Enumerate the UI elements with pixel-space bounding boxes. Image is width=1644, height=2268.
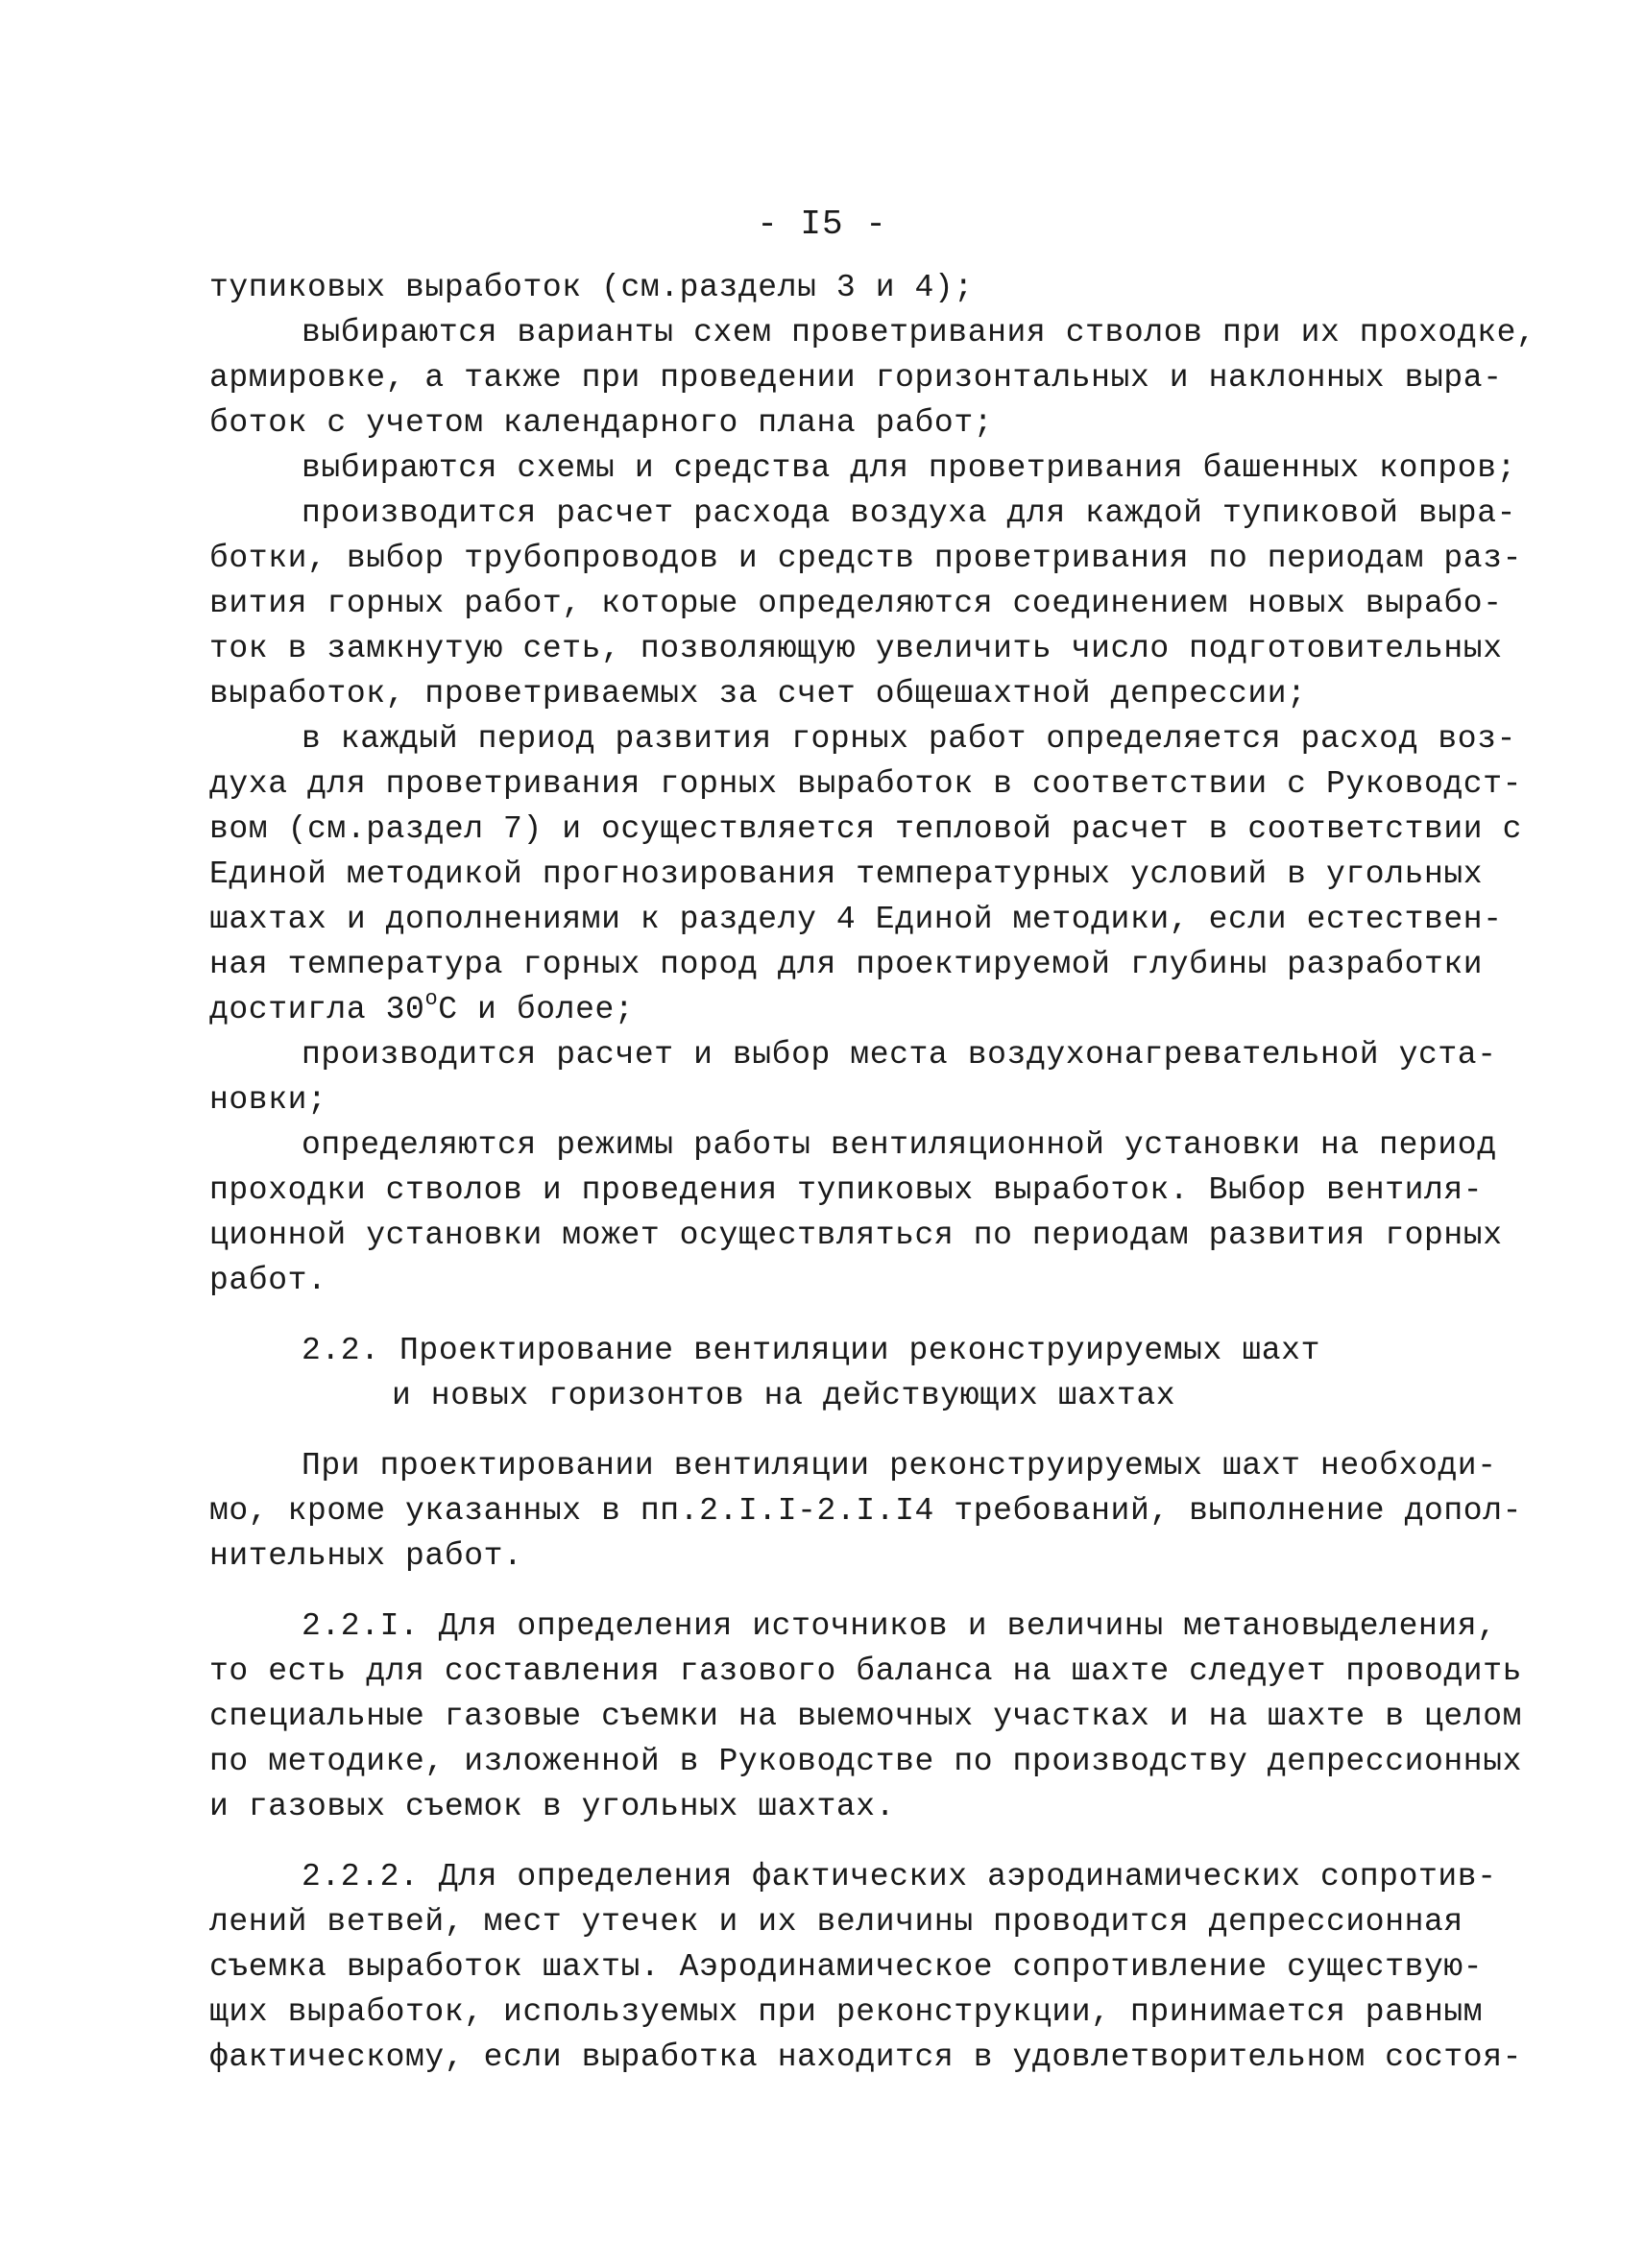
- paragraph: [209, 716, 1523, 1032]
- text-line: щих выработок, используемых при реконструкции, принимается равным: [209, 1994, 1484, 2030]
- page-number: - I5 -: [757, 205, 887, 244]
- text-line: по методике, изложенной в Руководстве по производству депрессионных: [209, 1744, 1523, 1779]
- paragraph: [209, 491, 1523, 716]
- spacer: [209, 1418, 1448, 1443]
- text-line-with-superscript: [209, 987, 1448, 1032]
- text-line: вития горных работ, которые определяются соединением новых вырабо-: [209, 586, 1503, 621]
- paragraph: [209, 1604, 1523, 1829]
- paragraph: [209, 1032, 1497, 1122]
- text-line: производится расчет и выбор места воздухонагревательной уста-: [302, 1037, 1497, 1073]
- text-line: 2.2.2. Для определения фактических аэродинамических сопротив-: [302, 1859, 1497, 1894]
- text-line: выбираются схемы и средства для проветривания башенных копров;: [302, 450, 1516, 486]
- text-line: нительных работ.: [209, 1538, 523, 1574]
- text-line: шахтах и дополнениями к разделу 4 Единой методики, если естествен-: [209, 902, 1503, 937]
- text-line: то есть для составления газового баланса на шахте следует проводить: [209, 1653, 1523, 1689]
- text-segment: достигла 30: [209, 992, 425, 1027]
- text-line: ток в замкнутую сеть, позволяющую увеличить число подготовительных: [209, 631, 1503, 666]
- section-heading: [209, 1328, 1448, 1418]
- text-line: вом (см.раздел 7) и осуществляется тепловой расчет в соответствии с: [209, 811, 1523, 847]
- spacer: [209, 1303, 1448, 1328]
- text-line: определяются режимы работы вентиляционной установки на период: [302, 1127, 1497, 1163]
- text-line: производится расчет расхода воздуха для каждой тупиковой выра-: [302, 495, 1516, 531]
- text-line: проходки стволов и проведения тупиковых выработок. Выбор вентиля-: [209, 1172, 1484, 1208]
- text-line: духа для проветривания горных выработок в соответствии с Руководст-: [209, 766, 1523, 802]
- spacer: [209, 1829, 1448, 1854]
- spacer: [209, 1579, 1448, 1604]
- text-line: фактическому, если выработка находится в удовлетворительном состоя-: [209, 2039, 1523, 2075]
- text-line: выработок, проветриваемых за счет общешахтной депрессии;: [209, 676, 1307, 712]
- text-line: выбираются варианты схем проветривания стволов при их проходке,: [302, 315, 1536, 350]
- body-text: [209, 265, 1536, 2080]
- paragraph: [209, 265, 1448, 310]
- text-line: ботки, выбор трубопроводов и средств проветривания по периодам раз-: [209, 541, 1523, 576]
- heading-line: и новых горизонтов на действующих шахтах: [392, 1378, 1176, 1413]
- heading-line: 2.2. Проектирование вентиляции реконструируемых шахт: [302, 1333, 1320, 1368]
- text-line: в каждый период развития горных работ определяется расход воз-: [302, 721, 1516, 757]
- text-line: новки;: [209, 1082, 327, 1118]
- text-line: При проектировании вентиляции реконструируемых шахт необходи-: [302, 1448, 1497, 1484]
- text-line: работ.: [209, 1263, 327, 1298]
- text-line: армировке, а также при проведении горизонтальных и наклонных выра-: [209, 360, 1503, 396]
- text-line: боток с учетом календарного плана работ;: [209, 405, 994, 441]
- text-line: тупиковых выработок (см.разделы 3 и 4);: [209, 270, 974, 305]
- paragraph: [209, 1854, 1523, 2080]
- text-line: мо, кроме указанных в пп.2.I.I-2.I.I4 требований, выполнение допол-: [209, 1493, 1523, 1529]
- paragraph: [209, 1122, 1503, 1303]
- degree-superscript: о: [424, 987, 439, 1011]
- text-line: съемка выработок шахты. Аэродинамическое сопротивление существую-: [209, 1949, 1484, 1985]
- paragraph: [209, 446, 1516, 491]
- text-line: Единой методикой прогнозирования температурных условий в угольных: [209, 857, 1484, 892]
- text-line: ционной установки может осуществляться по периодам развития горных: [209, 1218, 1503, 1253]
- text-line: специальные газовые съемки на выемочных участках и на шахте в целом: [209, 1699, 1523, 1734]
- paragraph: [209, 310, 1536, 446]
- text-line: 2.2.I. Для определения источников и величины метановыделения,: [302, 1608, 1497, 1644]
- paragraph: [209, 1443, 1523, 1579]
- text-segment: С и более;: [438, 992, 635, 1027]
- text-line: лений ветвей, мест утечек и их величины проводится депрессионная: [209, 1904, 1463, 1940]
- text-line: и газовых съемок в угольных шахтах.: [209, 1789, 896, 1824]
- text-line: ная температура горных пород для проектируемой глубины разработки: [209, 947, 1484, 982]
